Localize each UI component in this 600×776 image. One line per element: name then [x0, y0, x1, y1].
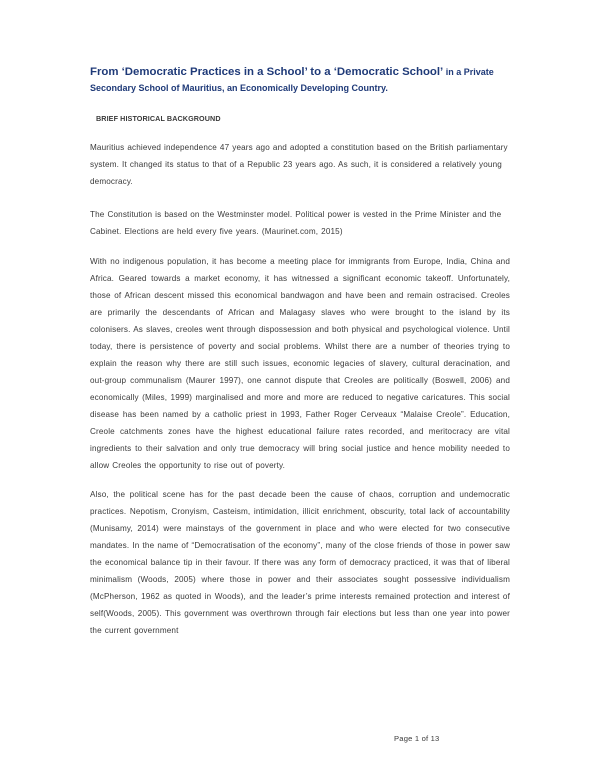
paragraph-2: The Constitution is based on the Westminster model. Political power is vested in the Prime Minister and the Cabinet. Elections are held every five years. (Maurinet.com, 2015): [90, 210, 502, 236]
title-suffix: in a Private: [443, 67, 494, 77]
paragraph-4: Also, the political scene has for the past decade been the cause of chaos, corruption and undemocratic practices. Nepotism, Cronyism, Casteism, intimidation, illicit enrichment, obscurity, total lack of accountability (Munisamy, 2014) were mainstays of the government in place and who were elected for two consecutive mandates. In the name of “Democratisation of the economy”, many of the close friends of those in power saw the economical balance tip in their favour. If there was any form of democracy practiced, it was that of liberal minimalism (Woods, 2005) where those in power and their associates sought possessive individualism (McPherson, 1962 as quoted in Woods), and the leader’s prime interests remained protection and interest of self(Woods, 2005). This government was overthrown through fair elections but less than one year into power the current government: [90, 490, 510, 635]
title-line2: Secondary School of Mauritius, an Economically Developing Country.: [90, 83, 388, 93]
page-number: Page 1 of 13: [394, 734, 440, 743]
paragraph-3: With no indigenous population, it has become a meeting place for immigrants from Europe, India, China and Africa. Geared towards a market economy, it has witnessed a significant economic takeoff. Unfortunately, those of African descent missed this economical bandwagon and have been and remain ostracised. Creoles are primarily the descendants of African and Malagasy slaves who were brought to the island by its colonisers. As slaves, creoles went through dispossession and both physical and psychological violence. Until today, there is persistence of poverty and social problems. Whilst there are a number of theories trying to explain the reason why there are still such issues, economic legacies of slavery, cultural deracination, and out-group communalism (Maurer 1997), one cannot dispute that Creoles are politically (Boswell, 2006) and economically (Miles, 1999) marginalised and more and more are reduced to negative caricatures. This social disease has been named by a catholic priest in 1993, Father Roger Cerveaux “Malaise Creole”. Education, Creole catchments zones have the highest educational failure rates recorded, and meritocracy are vital ingredients to their salvation and only true democracy will bring social justice and hence mobility needed to allow Creoles the opportunity to rise out of poverty.: [90, 257, 510, 470]
document-title: [90, 64, 510, 96]
title-main: From ‘Democratic Practices in a School’ to a ‘Democratic School’: [90, 66, 444, 78]
paragraph-1: Mauritius achieved independence 47 years ago and adopted a constitution based on the British parliamentary system. It changed its status to that of a Republic 23 years ago. As such, it is considered a relatively young democracy.: [90, 143, 508, 186]
section-heading: BRIEF HISTORICAL BACKGROUND: [96, 114, 221, 123]
